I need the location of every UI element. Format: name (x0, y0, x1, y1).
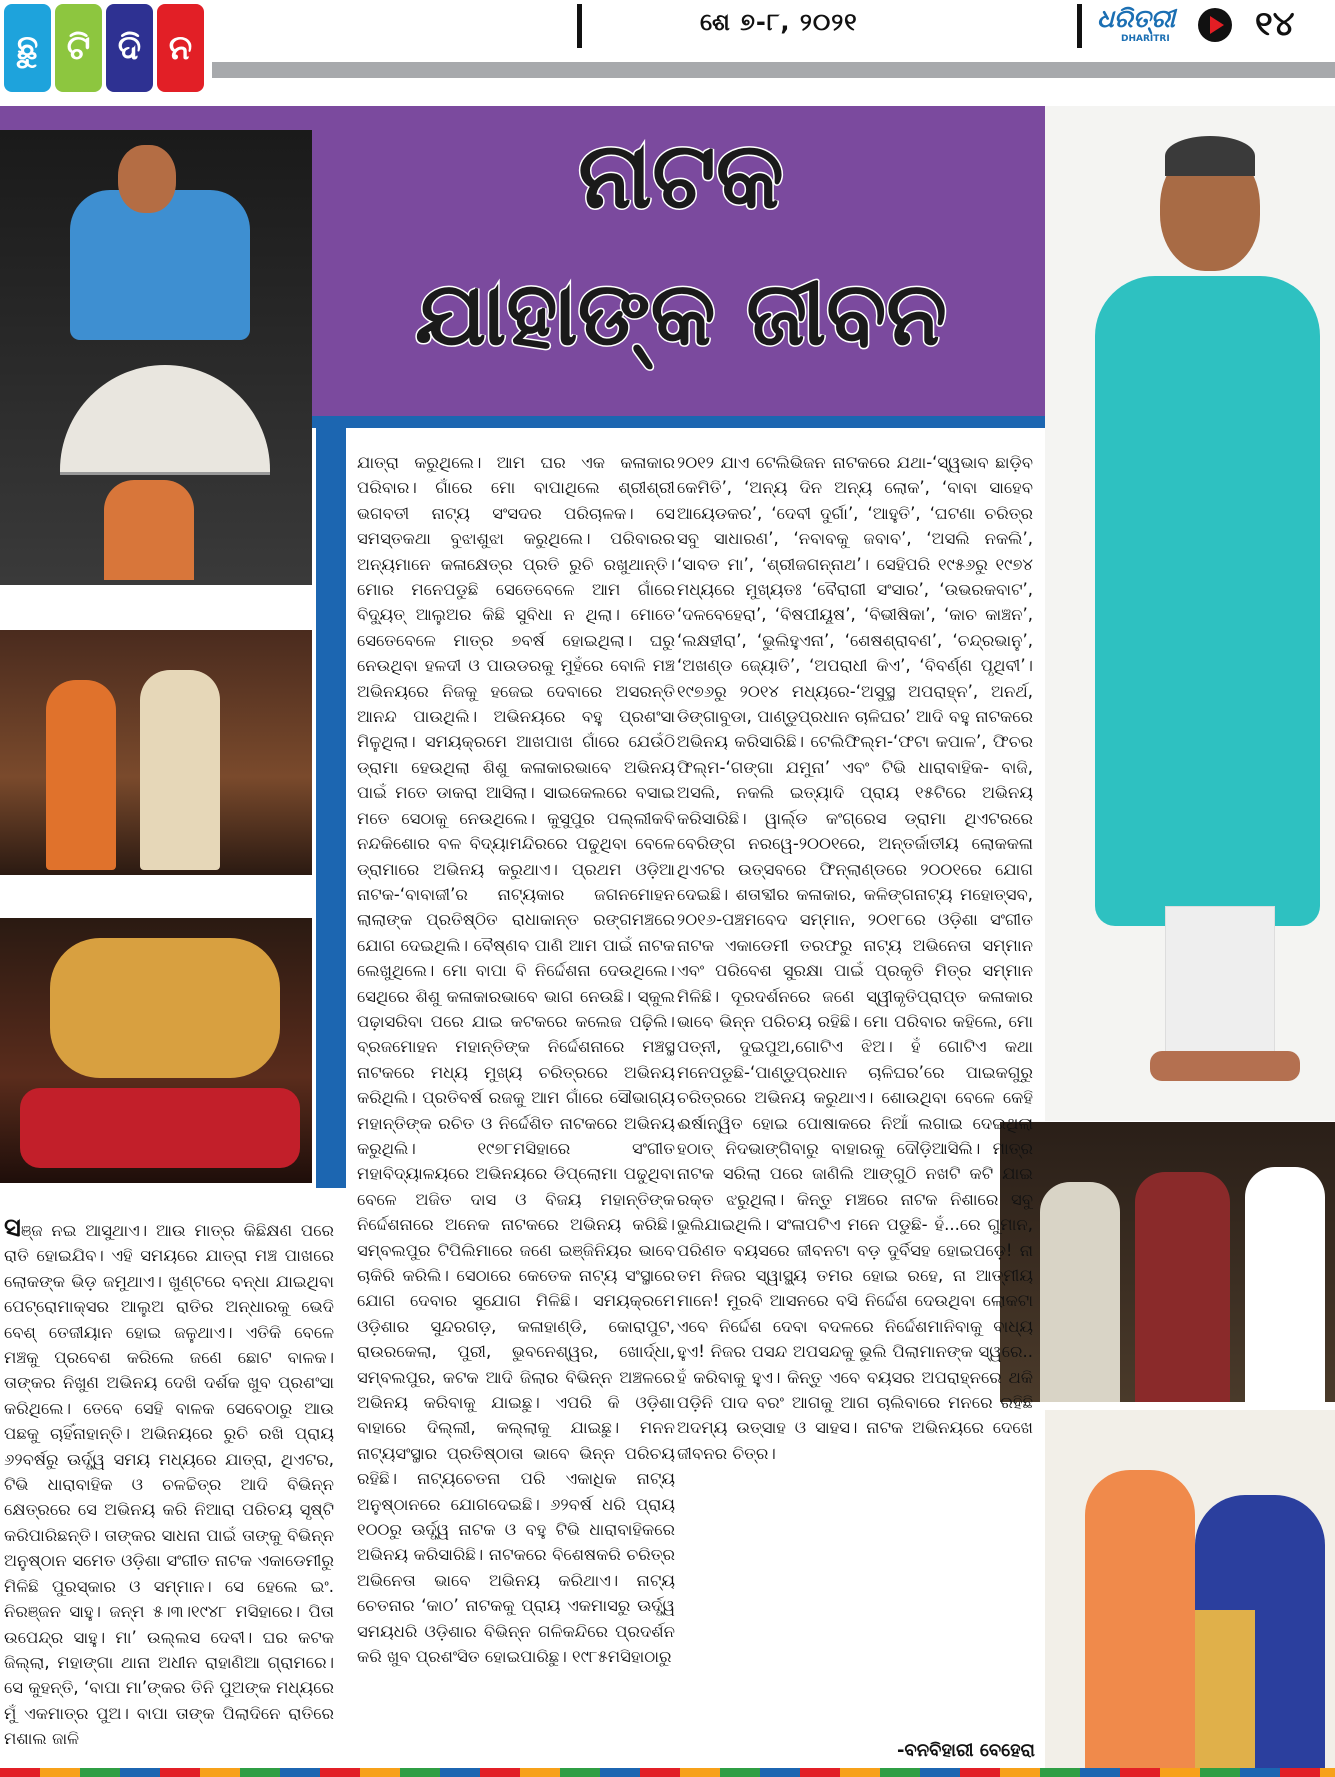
section-logo (4, 4, 204, 92)
play-icon (1198, 8, 1232, 42)
family-photo (1045, 1410, 1335, 1777)
footer-color-bar (0, 1768, 1335, 1777)
photo-figure (104, 480, 194, 580)
masthead (0, 0, 1335, 90)
article-column-intro (4, 1213, 334, 1752)
photo-figure (20, 1088, 300, 1168)
logo-tile: ଟି (55, 4, 102, 92)
photo-figure (118, 145, 176, 213)
award-photo (1000, 1122, 1335, 1402)
photo-figure (1245, 1167, 1325, 1402)
logo-tile: ଦି (106, 4, 153, 92)
photo-umbrella (60, 365, 270, 475)
photo-figure (1135, 1172, 1230, 1402)
blue-side-strip (316, 428, 346, 1188)
photo-figure (140, 670, 220, 870)
photo-figure (1165, 136, 1255, 176)
logo-tile: ନ (157, 4, 204, 92)
header-divider (1077, 4, 1082, 48)
intro-text: ଞ୍ଜ ନଇ ଆସୁଥାଏ। ଆଉ ମାତ୍ର କିଛିକ୍ଷଣ ପରେ ରାତି ହୋଇଯିବ। ଏହି ସମୟରେ ଯାତ୍ରା ମଞ୍ଚ ପାଖରେ ଲୋକଙ୍କ ଭିଡ଼ ଜମୁଥାଏ। ଖୁଣ୍ଟରେ ବନ୍ଧା ଯାଇଥିବା ପେଟ୍ରୋମାକ୍ସର ଆଲୁଅ ରାତିର ଅନ୍ଧାରକୁ ଭେଦି ବେଶ୍‌ ତେଜୀୟାନ ହୋଇ ଜଳୁଥାଏ। ଏତିକି ବେଳେ ମଞ୍ଚକୁ ପ୍ରବେଶ କରିଲେ ଜଣେ ଛୋଟ ବାଳକ। ତାଙ୍କର ନିଖୁଣ ଅଭିନୟ ଦେଖି ଦର୍ଶକ ଖୁବ ପ୍ରଶଂସା କରିଥିଲେ। ତେବେ ସେହି ବାଳକ ସେବେଠାରୁ ଆଉ ପଛକୁ ଚାହିଁନାହାନ୍ତି। ଅଭିନୟରେ ରୁଚି ରଖି ପ୍ରାୟ ୬୨ବର୍ଷରୁ ଊର୍ଦ୍ଧ୍ୱ ସମୟ ମଧ୍ୟରେ ଯାତ୍ରା, ଥିଏଟର, ଟିଭି ଧାରାବାହିକ ଓ ଚଳଚ୍ଚିତ୍ର ଆଦି ବିଭିନ୍ନ କ୍ଷେତ୍ରରେ ସେ ଅଭିନୟ କରି ନିଆରା ପରିଚୟ ସୃଷ୍ଟି କରିପାରିଛନ୍ତି। ତାଙ୍କର ସାଧନା ପାଇଁ ତାଙ୍କୁ ବିଭିନ୍ନ ଅନୁଷ୍ଠାନ ସମେତ ଓଡ଼ିଶା ସଂଗୀତ ନାଟକ ଏକାଡେମୀରୁ ମିଳିଛି ପୁରସ୍କାର ଓ ସମ୍ମାନ। ସେ ହେଲେ ଇଂ. ନିରଞ୍ଜନ ସାହୁ। ଜନ୍ମ ୫।୩।୧୯୪୮ ମସିହାରେ। ପିତା ଉପେନ୍ଦ୍ର ସାହୁ। ମା’ ଉଲ୍ଲସ ଦେବୀ। ଘର କଟକ ଜିଲ୍ଲା, ମହାଙ୍ଗା ଥାନା ଅଧୀନ ରାହାଣିଆ ଗ୍ରାମରେ। ସେ କୁହନ୍ତି, ‘ବାପା ମା’ଙ୍କର ତିନି ପୁଅଙ୍କ ମଧ୍ୟରେ ମୁଁ ଏକମାତ୍ର ପୁଅ। ବାପା ତାଙ୍କ ପିଲାଦିନେ ରାତିରେ ମଶାଲ ଜାଳି (4, 1221, 334, 1749)
brand-subtitle: DHARITRI (1121, 34, 1170, 44)
issue-date: ଶେ ୭-୮, ୨୦୨୧ (700, 8, 858, 36)
stage-photo-drama (0, 918, 312, 1183)
photo-figure (46, 680, 116, 870)
photo-figure (1150, 1051, 1300, 1081)
photo-figure (1195, 1610, 1255, 1775)
article-column-2: ୨୦୧୨ ଯାଏ ଟେଲିଭିଜନ ନାଟକରେ ଯଥା-‘ସ୍ୱଭାବ ଛାଡ଼ିବ କେମିତି’, ‘ଅନ୍ୟ ଦିନ ଅନ୍ୟ ଲୋକ’, ‘ବାବା ସାହେବ ଆୟେଡକର’, ‘ଦେବୀ ଦୁର୍ଗା’, ‘ଆହୁତି’, ‘ଘଟଣା ଚରିତ୍ର ସବୁ ସାଧାରଣ’, ‘ନବାବକୁ ଜବାବ’, ‘ଅସଲି ନକଲି’, ‘ସାବତ ମା’, ‘ଶ୍ରୀଜଗନ୍ନାଥ’। ସେହିପରି ୧୯୫୬ରୁ ୧୯୭୪ ମଧ୍ୟରେ ମୁଖ୍ୟତଃ ‘ବୈରାଗୀ ସଂସାର’, ‘ଉଭରକବାଟ’, ‘ଦଳବେହେରା’, ‘ବିଷପୀୟୂଷ’, ‘ବିଭୀଷିକା’, ‘କାଚ କାଞ୍ଚନ’, ‘ଲକ୍ଷହୀରା’, ‘ଭୁଲିହୁଏନା’, ‘ଶେଷଶ୍ରାବଣ’, ‘ଚନ୍ଦ୍ରଭାନୁ’, ‘ଅଖଣ୍ଡ ଜ୍ୟୋତି’, ‘ଅପରାଧୀ କିଏ’, ‘ବିବର୍ଣ୍ଣ ପୃଥିବୀ’। ୧୯୭୬ରୁ ୨୦୧୪ ମଧ୍ୟରେ-‘ଅସୁସ୍ଥ ଅପରାହ୍ନ’, ଅନର୍ଥ, ଡିଙ୍ଗାବୁଡା, ପାଣ୍ଡୁପ୍ରଧାନ ଚାଳିଘର’ ଆଦି ବହୁ ନାଟକରେ ଅଭିନୟ କରିସାରିଛି। ଟେଲିଫିଲ୍ମ-‘ଫଟା କପାଳ’, ଫିଚର ଫିଲ୍ମ-‘ଗଙ୍ଗା ଯମୁନା’ ଏବଂ ଟିଭି ଧାରାବାହିକ- ବାଜି, ଅସଲି, ନକଲି ଇତ୍ୟାଦି ପ୍ରାୟ ୧୫ଟିରେ ଅଭିନୟ କରିସାରିଛି। ୱାର୍ଲ୍ଡ କଂଗ୍ରେସ ଡ୍ରାମା ଥିଏଟରରେ ବେରିଙ୍ଗ ନରୱେ-୨୦୦୧ରେ, ଅନ୍ତର୍ଜାତୀୟ ଲୋକକଳା ଥିଏଟର ଉତ୍ସବରେ ଫିନ୍ଲାଣ୍ଡରେ ୨୦୦୧ରେ ଯୋଗ ଦେଇଛି। ଶତାବ୍ଦୀର କଳାକାର, କଳିଙ୍ଗନାଟ୍ୟ ମହୋତ୍ସବ, ୨୦୧୬-ପଞ୍ଚମବେଦ ସମ୍ମାନ, ୨୦୧୮ରେ ଓଡ଼ିଶା ସଂଗୀତ ନାଟକ ଏକାଡେମୀ ତରଫରୁ ନାଟ୍ୟ ଅଭିନେତା ସମ୍ମାନ ଏବଂ ପରିବେଶ ସୁରକ୍ଷା ପାଇଁ ପ୍ରକୃତି ମିତ୍ର ସମ୍ମାନ ମିଳିଛି। ଦୂରଦର୍ଶନରେ ଜଣେ ସ୍ୱୀକୃତିପ୍ରାପ୍ତ କଳାକାର ଭାବେ ଭିନ୍ନ ପରିଚୟ ରହିଛି। ମୋ ପରିବାର କହିଲେ, ମୋ ପତ୍ନୀ, ଦୁଇପୁଅ,ଗୋଟିଏ ଝିଅ। ହଁ ଗୋଟିଏ କଥା ମନେପଡୁଛି-‘ପାଣ୍ଡୁପ୍ରଧାନ ଚାଳିଘର’ରେ ପାଇକଗୁରୁ ଚରିତ୍ରରେ ଅଭିନୟ କରୁଥାଏ। ଶୋଉଥିବା ବେଳେ କେହି ଈର୍ଷାନ୍ୱିତ ହୋଇ ପୋଷାକରେ ନିଆଁ ଲଗାଇ ଦେଇଥିଲା ହଠାତ୍‌ ନିଦଭାଙ୍ଗିବାରୁ ବାହାରକୁ ଦୌଡ଼ିଆସିଲି। ମାତ୍ର ନାଟକ ସରିଲା ପରେ ଜାଣିଲି ଆଙ୍ଗୁଠି ନଖଟି କଟି ଯାଇ ରକ୍ତ ଝରୁଥିଲା। କିନ୍ତୁ ମଞ୍ଚରେ ନାଟକ ନିଶାରେ ସବୁ ଭୁଲିଯାଇଥିଲି। ସଂଳାପଟିଏ ମନେ ପଡୁଛି- ହଁ...ରେ ଗୁମାନ, ପରିଣତ ବୟସରେ ଜୀବନଟା ବଡ଼ ଦୁର୍ବିସହ ହୋଇପଡ଼େ! ନା ତମ ନିଜର ସ୍ୱାସ୍ଥ୍ୟ ତମର ହୋଇ ରହେ, ନା ଆତ୍ମୀୟ ମାନେ! ମୁରବି ଆସନରେ ବସି ନିର୍ଦ୍ଦେଶ ଦେଉଥିବା ଲୋକଟା ଏବେ ନିର୍ଦ୍ଦେଶ ଦେବା ବଦଳରେ ନିର୍ଦ୍ଦେଶମାନିବାକୁ ବାଧ୍ୟ ହୁଏ! ନିଜର ପସନ୍ଦ ଅପସନ୍ଦକୁ ଭୁଲି ପିଲାମାନଙ୍କ ସ୍ୱରେ.. ହଁ କରିବାକୁ ହୁଏ। କିନ୍ତୁ ଏବେ ବୟସର ଅପରାହ୍ନରେ ଥକି ପଡ଼ିନି ପାଦ ବରଂ ଆଗକୁ ଆଗ ଚାଲିବାରେ ମନରେ ରହିଛି ଅଦମ୍ୟ ଉତ୍ସାହ ଓ ସାହସ। ନାଟକ ଅଭିନୟରେ ଦେଖେ ଜୀବନର ଚିତ୍ର। (677, 453, 1033, 1463)
article-column-1: ଯାତ୍ରା କରୁଥିଲେ। ଆମ ଘର ଏକ କଳାକାର ପରିବାର। ଗାଁରେ ମୋ ବାପାଥିଲେ ଶ୍ରୀଶ୍ରୀ ଭଗବତୀ ନାଟ୍ୟ ସଂସଦର ପରିଚାଳକ। ସେ ସମସ୍ତକଥା ବୁଝାଶୁଝା କରୁଥିଲେ। ପରିବାରର ଅନ୍ୟମାନେ କଳାକ୍ଷେତ୍ର ପ୍ରତି ରୁଚି ରଖୁଥାନ୍ତି। ମୋର ମନେପଡୁଛି ସେତେବେଳେ ଆମ ଗାଁରେ ବିଦ୍ୟୁତ୍‌ ଆଲୁଅର କିଛି ସୁବିଧା ନ ଥିଲା। ମୋତେ ସେତେବେଳେ ମାତ୍ର ୭ବର୍ଷ ହୋଇଥିଲା। ଘରୁ ନେଉଥିବା ହଳଦୀ ଓ ପାଉଡରକୁ ମୁହଁରେ ବୋଳି ମଞ୍ଚ ଅଭିନୟରେ ନିଜକୁ ହଜେଇ ଦେବାରେ ଅସରନ୍ତି ଆନନ୍ଦ ପାଉଥିଲି। ଅଭିନୟରେ ବହୁ ପ୍ରଶଂସା ମିଳୁଥିଲା। ସମୟକ୍ରମେ ଆଖପାଖ ଗାଁରେ ଯେଉଁଠି ଡ୍ରାମା ହେଉଥିଲା ଶିଶୁ କଳାକାରଭାବେ ଅଭିନୟ ପାଇଁ ମତେ ଡାକରା ଆସିଲା। ସାଇକେଲରେ ବସାଇ ମତେ ସେଠାକୁ ନେଉଥିଲେ। କୁସୁପୁର ପଲ୍ଲୀକବି ନନ୍ଦକିଶୋର ବଳ ବିଦ୍ୟାମନ୍ଦିରରେ ପଢୁଥିବା ବେଳେ ଡ୍ରାମାରେ ଅଭିନୟ କରୁଥାଏ। ପ୍ରଥମ ଓଡ଼ିଆ ନାଟକ-‘ବାବାଜୀ’ର ନାଟ୍ୟକାର ଜଗନମୋହନ ଲାଲାଙ୍କ ପ୍ରତିଷ୍ଠିତ ରାଧାକାନ୍ତ ରଙ୍ଗମଞ୍ଚରେ ଯୋଗ ଦେଇଥିଲି। ବୈଷ୍ଣବ ପାଣି ଆମ ପାଇଁ ନାଟକ ଲେଖୁଥିଲେ। ମୋ ବାପା ବି ନିର୍ଦ୍ଦେଶନା ଦେଉଥିଲେ। ସେଥିରେ ଶିଶୁ କଳାକାରଭାବେ ଭାଗ ନେଉଛି। ସ୍କୁଲ ପଢ଼ାସରିବା ପରେ ଯାଇ କଟକରେ କଲେଜ ପଢ଼ିଲି। ବ୍ରଜମୋହନ ମହାନ୍ତିଙ୍କ ନିର୍ଦ୍ଦେଶନାରେ ମଞ୍ଚସ୍ଥ ନାଟକରେ ମଧ୍ୟ ମୁଖ୍ୟ ଚରିତ୍ରରେ ଅଭିନୟ କରିଥିଲି। ପ୍ରତିବର୍ଷ ରଜକୁ ଆମ ଗାଁରେ ସୌଭାଗ୍ୟ ମହାନ୍ତିଙ୍କ ରଚିତ ଓ ନିର୍ଦ୍ଦେଶିତ ନାଟକରେ ଅଭିନୟ କରୁଥିଲି। ୧୯୭୮ମସିହାରେ ସଂଗୀତ ମହାବିଦ୍ୟାଳୟରେ ଅଭିନୟରେ ଡିପ୍ଲୋମା ପଢୁଥିବା ବେଳେ ଅଜିତ ଦାସ ଓ ବିଜୟ ମହାନ୍ତିଙ୍କ ନିର୍ଦ୍ଦେଶନାରେ ଅନେକ ନାଟକରେ ଅଭିନୟ କରିଛି। ସମ୍ବଲପୁର ଟିପିଲିମାରେ ଜଣେ ଇଞ୍ଜିନିୟର ଭାବେ ଚାକିରି କରିଲି। ସେଠାରେ କେତେକ ନାଟ୍ୟ ସଂସ୍ଥାରେ ଯୋଗ ଦେବାର ସୁଯୋଗ ମିଳିଛି। ସମୟକ୍ରମେ ଓଡ଼ିଶାର ସୁନ୍ଦରଗଡ଼, କଳାହାଣ୍ଡି, କୋରାପୁଟ, ରାଉରକେଲା, ପୁରୀ, ଭୁବନେଶ୍ୱର, ଖୋର୍ଦ୍ଧା, ସମ୍ବଲପୁର, କଟକ ଆଦି ଜିଲାର ବିଭିନ୍ନ ଅଞ୍ଚଳରେ ଅଭିନୟ କରିବାକୁ ଯାଇଛୁ। ଏପରି କି ଓଡ଼ିଶା ବାହାରେ ଦିଲ୍ଲୀ, କଲ୍ଲାକୁ ଯାଇଛୁ। ମନନ ନାଟ୍ୟସଂସ୍ଥାର ପ୍ରତିଷ୍ଠାତା ଭାବେ ଭିନ୍ନ ପରିଚୟ ରହିଛି। ନାଟ୍ୟଚେତନା ପରି ଏକାଧିକ ନାଟ୍ୟ ଅନୁଷ୍ଠାନରେ ଯୋଗଦେଇଛି। ୬୨ବର୍ଷ ଧରି ପ୍ରାୟ ୧୦୦ରୁ ଊର୍ଦ୍ଧ୍ୱ ନାଟକ ଓ ବହୁ ଟିଭି ଧାରାବାହିକରେ ଅଭିନୟ କରିସାରିଛି। ନାଟକରେ ବିଶେଷକରି ଚରିତ୍ର ଅଭିନେତା ଭାବେ ଅଭିନୟ କରିଥାଏ। ନାଟ୍ୟ ଚେତନାର ‘କାଠ’ ନାଟକକୁ ପ୍ରାୟ ଏକମାସରୁ ଊର୍ଦ୍ଧ୍ୱ ସମୟଧରି ଓଡ଼ିଶାର ବିଭିନ୍ନ ଗଳିକନ୍ଦିରେ ପ୍ରଦର୍ଶନ କରି ଖୁବ ପ୍ରଶଂସିତ ହୋଇପାରିଛୁ। ୧୯୮୫ମସିହାଠାରୁ (357, 453, 675, 1667)
stage-photo-umbrella (0, 130, 312, 585)
headline-line-1: ନାଟକ (578, 122, 784, 229)
photo-figure (50, 938, 280, 1078)
photo-figure (70, 190, 250, 340)
photo-figure (1095, 276, 1320, 926)
drop-cap: ସ (4, 1213, 21, 1243)
photo-figure (1165, 906, 1275, 1056)
stage-photo-scene (0, 630, 312, 875)
brand-name: ଧରିତ୍ରୀ (1097, 4, 1176, 33)
photo-figure (1040, 1182, 1120, 1402)
byline: -ବନବିହାରୀ ବେହେରା (897, 1740, 1035, 1761)
page-number: ୧୪ (1255, 4, 1295, 44)
header-gray-band (212, 62, 1335, 78)
logo-tile: ଛୁ (4, 4, 51, 92)
portrait-photo (1045, 106, 1335, 1121)
photo-figure (1085, 1470, 1195, 1770)
headline-line-2: ଯାହାଙ୍କ ଜୀବନ (415, 262, 947, 365)
newspaper-brand (1097, 4, 1177, 48)
header-divider (577, 4, 582, 48)
